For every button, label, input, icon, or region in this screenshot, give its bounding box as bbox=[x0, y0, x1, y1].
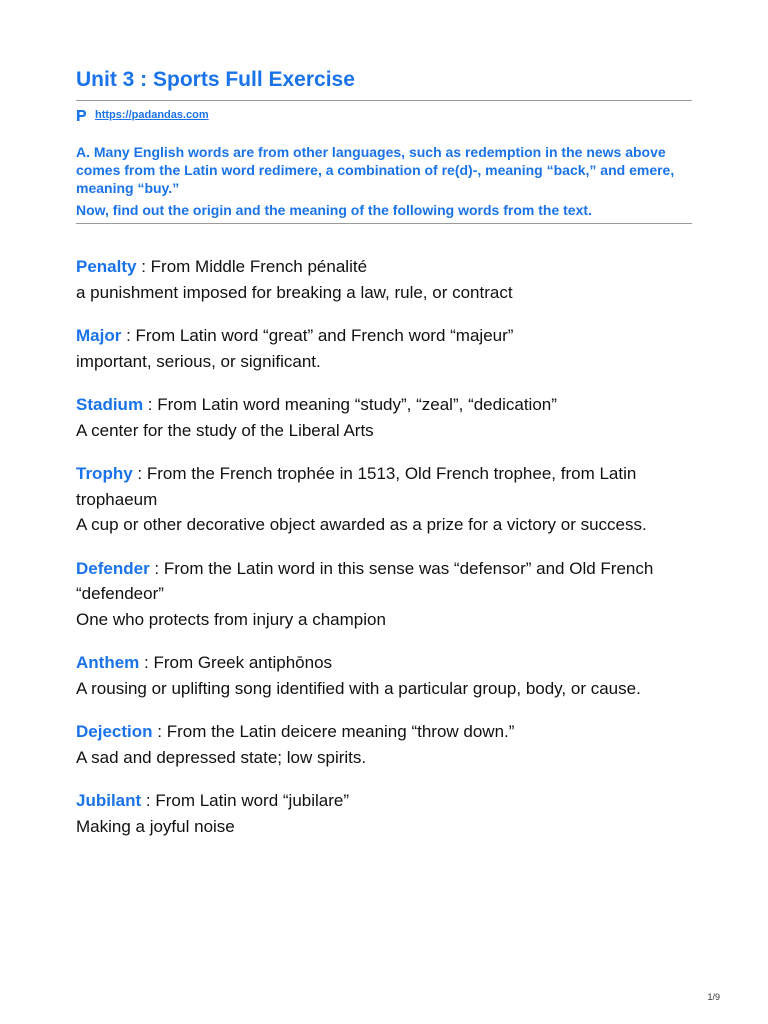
entry-separator: : bbox=[143, 395, 158, 414]
entry-origin: From the Latin deicere meaning “throw down.” bbox=[166, 722, 515, 741]
word-entry-trophy bbox=[76, 461, 692, 538]
entry-separator: : bbox=[139, 653, 154, 672]
word-entry-anthem bbox=[76, 650, 692, 701]
document-page bbox=[76, 64, 692, 857]
entry-meaning: A sad and depressed state; low spirits. bbox=[76, 747, 367, 767]
word-entry-dejection bbox=[76, 719, 692, 770]
instructions bbox=[76, 143, 692, 219]
entry-term: Major bbox=[76, 326, 122, 345]
entry-origin: From Middle French pénalité bbox=[150, 257, 368, 276]
word-entry-defender bbox=[76, 556, 692, 633]
instructions-paragraph-1: A. Many English words are from other languages, such as redemption in the news above comes from the Latin word redimere, a combination of re(d)-, meaning “back,” and emere, meaning “buy.” bbox=[76, 144, 675, 196]
entry-separator: : bbox=[141, 791, 156, 810]
entry-meaning: One who protects from injury a champion bbox=[76, 609, 386, 629]
entry-term: Dejection bbox=[76, 722, 153, 741]
word-list bbox=[76, 254, 692, 839]
instructions-divider bbox=[76, 223, 692, 224]
entry-origin: From Latin word meaning “study”, “zeal”, “dedication” bbox=[157, 395, 557, 414]
word-entry-penalty bbox=[76, 254, 692, 305]
entry-term: Stadium bbox=[76, 395, 144, 414]
entry-separator: : bbox=[121, 326, 136, 345]
entry-meaning: Making a joyful noise bbox=[76, 816, 235, 836]
entry-origin: From the French trophée in 1513, Old French trophee, from Latin trophaeum bbox=[76, 464, 637, 509]
page-title: Unit 3 : Sports Full Exercise bbox=[76, 68, 355, 91]
entry-separator: : bbox=[136, 257, 151, 276]
word-entry-major bbox=[76, 323, 692, 374]
source-link[interactable]: https://padandas.com bbox=[95, 109, 209, 121]
entry-origin: From Latin word “jubilare” bbox=[155, 791, 350, 810]
entry-origin: From Latin word “great” and French word “majeur” bbox=[135, 326, 514, 345]
page-number: 1/9 bbox=[707, 992, 720, 1002]
entry-meaning: a punishment imposed for breaking a law, rule, or contract bbox=[76, 282, 513, 302]
entry-origin: From Greek antiphōnos bbox=[153, 653, 333, 672]
entry-term: Defender bbox=[76, 558, 150, 578]
word-entry-stadium bbox=[76, 392, 692, 443]
entry-term: Jubilant bbox=[76, 791, 142, 810]
entry-separator: : bbox=[149, 558, 164, 578]
title-divider bbox=[76, 100, 692, 101]
entry-meaning: A rousing or uplifting song identified with a particular group, body, or cause. bbox=[76, 678, 641, 698]
entry-separator: : bbox=[132, 464, 147, 483]
source-line bbox=[76, 107, 692, 123]
entry-term: Anthem bbox=[76, 653, 140, 672]
entry-separator: : bbox=[152, 722, 167, 741]
entry-term: Penalty bbox=[76, 257, 137, 276]
entry-meaning: A cup or other decorative object awarded as a prize for a victory or success. bbox=[76, 515, 647, 534]
entry-origin: From the Latin word in this sense was “defensor” and Old French “defendeor” bbox=[76, 558, 654, 603]
word-entry-jubilant bbox=[76, 788, 692, 839]
entry-term: Trophy bbox=[76, 464, 133, 483]
instructions-paragraph-2: Now, find out the origin and the meaning of the following words from the text. bbox=[76, 202, 592, 218]
p-logo-icon bbox=[76, 109, 87, 122]
entry-meaning: A center for the study of the Liberal Arts bbox=[76, 420, 374, 440]
entry-meaning: important, serious, or significant. bbox=[76, 351, 321, 371]
